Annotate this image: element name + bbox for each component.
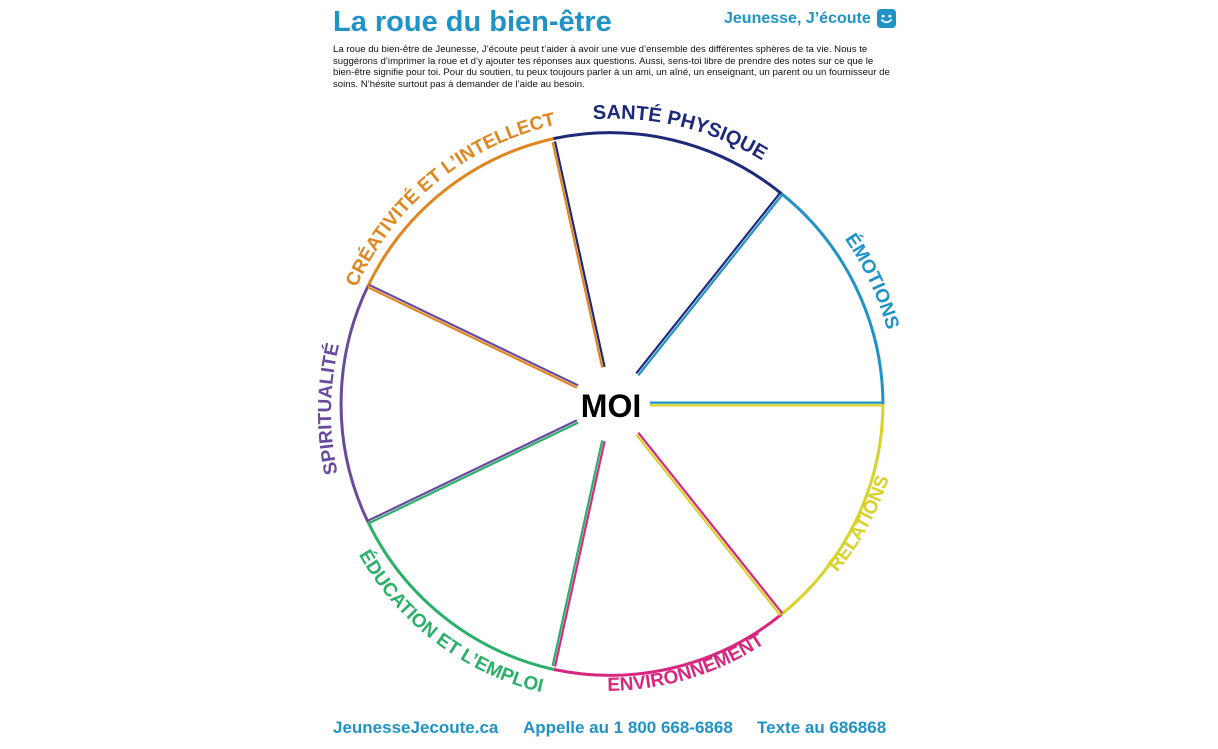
spoke-environnement-education xyxy=(553,440,605,666)
spoke-relations-environnement xyxy=(636,433,782,616)
arc-emotions xyxy=(781,194,883,404)
spoke-spiritualite-creativite xyxy=(368,285,578,388)
arc-spiritualite xyxy=(341,286,368,522)
spoke-education-spiritualite xyxy=(368,420,578,523)
page-title: La roue du bien-être xyxy=(333,6,612,38)
spoke-emotions-relations xyxy=(650,403,883,406)
svg-text:CRÉATIVITÉ ET L’INTELLECT xyxy=(342,109,558,290)
website-link[interactable]: JeunesseJecoute.ca xyxy=(333,718,499,737)
center-label: MOI xyxy=(580,388,642,424)
brand-name: Jeunesse, J’écoute xyxy=(724,9,871,27)
spoke-sante-emotions xyxy=(636,193,782,376)
text-contact: Texte au 686868 xyxy=(757,718,887,737)
svg-text:ENVIRONNEMENT xyxy=(607,630,768,696)
label-environnement: ENVIRONNEMENT xyxy=(607,629,768,696)
label-sante-physique: SANTÉ PHYSIQUE xyxy=(592,101,771,165)
label-creativite: CRÉATIVITÉ ET L’INTELLECT xyxy=(342,109,558,290)
label-education: ÉDUCATION ET L’EMPLOI xyxy=(354,546,546,698)
footer xyxy=(333,716,893,742)
svg-text:RELATIONS xyxy=(825,473,894,576)
svg-text:ÉMOTIONS xyxy=(840,229,902,331)
label-emotions: ÉMOTIONS xyxy=(840,229,903,332)
intro-paragraph: La roue du bien-être de Jeunesse, J’écoute peut t’aider à avoir une vue d’ensemble des différentes sphères de ta vie. Nous te suggérons d’imprimer la roue et d’y ajouter tes réponses aux questions. Aussi, sens-toi libre de prendre des notes sur ce que le bien-être signifie pour toi. Pour du soutien, tu peux toujours parler à un ami, un aîné, un enseignant, un parent ou un fournisseur de soins. N’hésite surtout pas à demander de l’aide au besoin. xyxy=(333,44,890,90)
label-relations: RELATIONS xyxy=(824,472,894,576)
spoke-creativite-sante xyxy=(553,141,605,367)
phone-contact: Appelle au 1 800 668-6868 xyxy=(523,718,733,737)
label-spiritualite: SPIRITUALITÉ xyxy=(314,341,344,477)
